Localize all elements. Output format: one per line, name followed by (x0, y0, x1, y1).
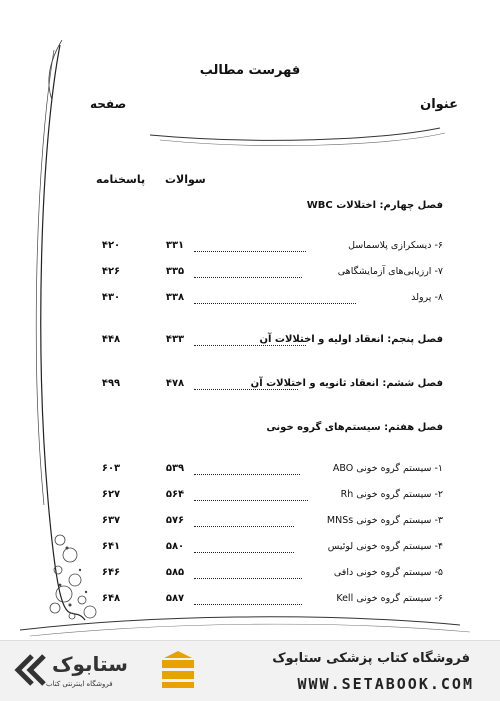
store-logo[interactable] (10, 648, 160, 692)
question-page: ۵۳۹ (165, 463, 185, 474)
answer-page: ۶۰۳ (101, 463, 121, 474)
dot-leader (194, 500, 308, 501)
question-page: ۳۳۸ (165, 292, 185, 303)
dot-leader (194, 251, 306, 252)
toc-entry: ۶- سیستم گروه خونی Kell (336, 593, 443, 604)
question-page: ۳۳۵ (165, 266, 185, 277)
column-page-header: صفحه (90, 97, 127, 111)
dot-leader (194, 552, 294, 553)
dot-leader (194, 389, 298, 390)
answer-page: ۶۴۶ (101, 567, 121, 578)
question-page: ۵۸۷ (165, 593, 185, 604)
question-page: ۳۳۱ (165, 240, 185, 251)
dot-leader (194, 474, 300, 475)
store-url[interactable]: WWW.SETABOOK.COM (297, 675, 474, 693)
toc-entry: ۷- ارزیابی‌های آزمایشگاهی (337, 266, 443, 277)
store-name: فروشگاه کتاب پزشکی ستابوک (272, 651, 470, 666)
answer-page: ۶۴۱ (101, 541, 121, 552)
dot-leader (194, 578, 302, 579)
dot-leader (194, 526, 294, 527)
answer-page: ۴۲۶ (101, 266, 121, 277)
answer-page: ۶۳۷ (101, 515, 121, 526)
column-answers-header: پاسخنامه (96, 173, 146, 186)
toc-chapter: فصل هفتم: سیستم‌های گروه خونی (266, 422, 443, 433)
toc-entry: ۵- سیستم گروه خونی دافی (333, 567, 443, 578)
dot-leader (194, 345, 306, 346)
column-questions-header: سوالات (165, 173, 206, 186)
answer-page: ۶۲۷ (101, 489, 121, 500)
toc-chapter: فصل پنجم: انعقاد اولیه و اختلالات آن (259, 334, 443, 345)
toc-entry: ۸- پرولد (411, 292, 443, 303)
book-box-icon (160, 650, 196, 690)
toc-chapter: فصل ششم: انعقاد ثانویه و اختلالات آن (250, 378, 443, 389)
answer-page: ۴۲۰ (101, 240, 121, 251)
answer-page: ۴۴۸ (101, 334, 121, 345)
dot-leader (194, 604, 302, 605)
logo-text: ستابوک (52, 652, 128, 676)
answer-page: ۴۹۹ (101, 378, 121, 389)
page-title: فهرست مطالب (199, 63, 301, 78)
question-page: ۵۶۴ (165, 489, 185, 500)
toc-entry: ۶- دیسکرازی پلاسماسل (348, 240, 443, 251)
answer-page: ۴۳۰ (101, 292, 121, 303)
toc-entry: ۱- سیستم گروه خونی ABO (332, 463, 443, 474)
question-page: ۵۷۶ (165, 515, 185, 526)
answer-page: ۶۴۸ (101, 593, 121, 604)
question-page: ۴۳۳ (165, 334, 185, 345)
toc-entry: ۳- سیستم گروه خونی MNSs (326, 515, 443, 526)
toc-entry: ۴- سیستم گروه خونی لوئیس (327, 541, 443, 552)
question-page: ۵۸۰ (165, 541, 185, 552)
toc-chapter: فصل چهارم: اختلالات WBC (306, 200, 443, 211)
chevron-logo-icon (10, 650, 50, 690)
column-title-header: عنوان (420, 97, 458, 112)
logo-subtitle: فروشگاه اینترنتی کتاب (46, 680, 113, 688)
question-page: ۴۷۸ (165, 378, 185, 389)
toc-entry: ۲- سیستم گروه خونی Rh (340, 489, 443, 500)
question-page: ۵۸۵ (165, 567, 185, 578)
dot-leader (194, 277, 302, 278)
dot-leader (194, 303, 356, 304)
